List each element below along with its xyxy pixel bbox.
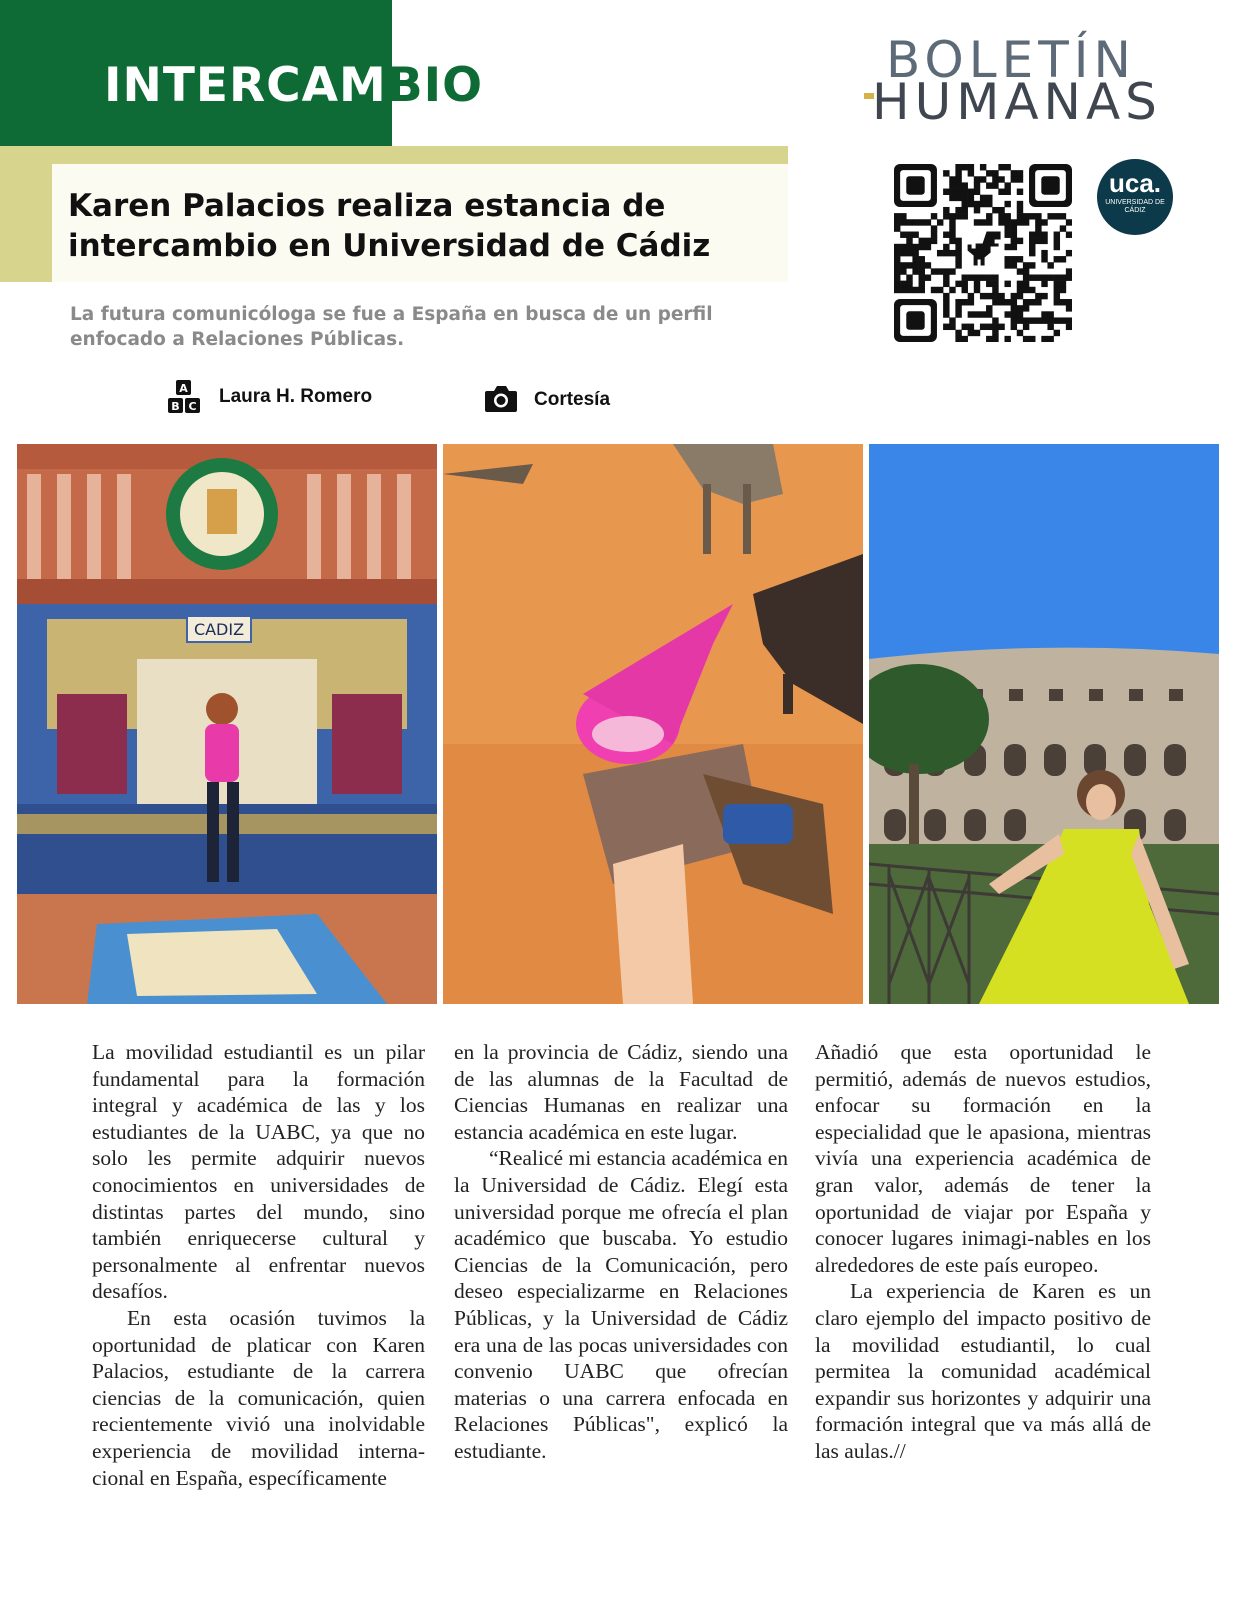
article-column-2 <box>454 1039 788 1465</box>
photo-colosseum <box>869 444 1219 1004</box>
author-name: Laura H. Romero <box>219 386 373 407</box>
paragraph: La movilidad estudiantil es un pilar fundamental para la formación integral y académica de las y los estudiantes de la UABC, ya que no solo les permite adquirir nuevos conocimientos en universidades de distintas partes del mundo, sino también enriquecerse cultural y personalmente al enfrentar nuevos desafíos. <box>92 1040 425 1304</box>
photo-tile-text: CADIZ <box>193 620 245 639</box>
photo-credit: Cortesía <box>534 389 611 410</box>
paragraph: La experiencia de Karen es un claro ejemplo del impacto positivo de la movilidad estudiantil, lo cual permitea la comunidad académical expandir sus horizontes y adquirir una formación integral que va más allá de las aulas.// <box>815 1279 1151 1463</box>
article-column-3 <box>815 1039 1151 1465</box>
title-accent-bar <box>0 146 788 164</box>
photo-plaza-cadiz <box>17 444 437 1004</box>
paragraph: en la provincia de Cádiz, siendo una de las alumnas de la Facultad de Ciencias Humanas en realizar una estancia académica en este lugar. <box>454 1040 788 1144</box>
article-column-1 <box>92 1039 425 1491</box>
qr-code-icon[interactable] <box>894 164 1072 342</box>
camera-icon <box>484 384 520 420</box>
abc-letter-c: C <box>188 400 197 413</box>
uca-logo-wordmark: uca. <box>1108 168 1162 198</box>
paragraph: Añadió que esta oportunidad le permitió, además de nuevos estudios, enfocar su formación en la especialidad que le apasiona, mientras vivía una experiencia académica de gran valor, además de tener la oportunidad de viajar por España y conocer lugares inimagi-nables en los alrededores de este país europeo. <box>815 1040 1151 1277</box>
subtitle: La futura comunicóloga se fue a España en busca de un perfil enfocado a Relaciones Públicas. <box>70 304 713 350</box>
paragraph: En esta ocasión tuvimos la oportunidad de platicar con Karen Palacios, estudiante de la carrera ciencias de la comunicación, quien recientemente vivió una inolvidable experiencia de movilidad interna-cional en España, específicamente <box>92 1305 425 1490</box>
paragraph: “Realicé mi estancia académica en la Universidad de Cádiz. Elegí esta universidad porque me ofrecía el plan académico que buscaba. Yo estudio Ciencias de la Comunicación, pero deseo especializarme en Relaciones Públicas, y la Universidad de Cádiz era una de las pocas universidades con convenio UABC que ofrecían materias o una carrera enfocada en Relaciones Públicas", explicó la estudiante. <box>454 1146 788 1463</box>
title-accent-side <box>0 146 52 282</box>
headline: Karen Palacios realiza estancia de intercambio en Universidad de Cádiz <box>68 188 711 264</box>
abc-letter-a: A <box>179 382 188 395</box>
section-label <box>104 56 483 116</box>
masthead-title-top: BOLETÍN <box>886 31 1136 89</box>
abc-blocks-icon <box>167 380 203 416</box>
uca-logo <box>1097 159 1173 235</box>
section-label-part-a: INTERCAM <box>104 58 387 113</box>
section-label-part-b: BIO <box>386 58 484 113</box>
photo-desert-camel <box>443 444 863 1004</box>
abc-letter-b: B <box>171 400 180 413</box>
masthead-title-bottom: HUMANAS <box>872 73 1162 131</box>
uca-logo-caption: UNIVERSIDAD DE CÁDIZ <box>1105 199 1165 214</box>
